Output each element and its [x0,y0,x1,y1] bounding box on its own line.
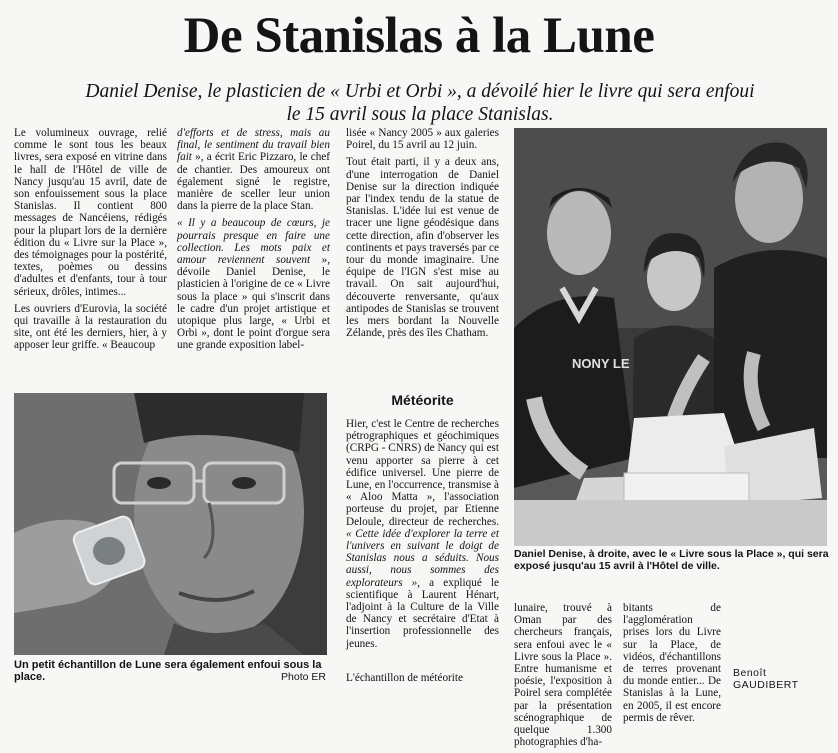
svg-text:NONY LE: NONY LE [572,356,630,371]
headline: De Stanislas à la Lune [183,8,655,64]
subheading: Météorite [391,392,454,408]
group-photo [514,128,827,546]
quote: d'efforts et de stress, mais au final, le sentiment du travail bien fait [177,127,330,164]
quote: « Il y a beaucoup de cœurs, je pourrais presque en faire une collection. Les mots paix et amour reviennent souvent [177,217,330,267]
column-2 [177,127,330,357]
photo-caption [14,659,332,683]
column-4b [623,602,721,729]
text: , a expliqué le scientifique à Laurent Hénart, l'adjoint à la Culture de la Ville de Nancy et secrétaire d'Etat à l'insertion professionnelle des jeunes. [346,576,499,650]
column-1 [14,127,167,357]
paragraph: Les ouvriers d'Eurovia, la société qui travaille à la restauration du site, ont été les derniers, hier, à y apposer leur griffe. « Beaucoup [14,302,167,352]
paragraph: Le volumineux ouvrage, relié comme le sont tous les beaux livres, sera exposé en vitrine dans le hall de l'Hôtel de ville de Nancy jusqu'au 15 avril, date de son enfouissement sous la place Stanislas. Il contient 800 messages de Nancéiens, rédigés pour la plupart lors de la dernière édition du « Livre sur la Place », des témoignages pour la postérité, textes, poèmes ou dessins d'adultes et d'enfants, tour à tour sérieux, drôles, intimes... [14,127,167,298]
photo-credit: Photo ER [281,671,326,683]
deck [20,80,820,126]
caption-text: Un petit échantillon de Lune sera également enfoui sous la place. [14,659,322,683]
column-4a [514,602,612,753]
byline: Benoît GAUDIBERT [733,667,799,691]
paragraph: lisée « Nancy 2005 » aux galeries Poirel, du 15 avril au 12 juin. [346,127,499,152]
paragraph [177,127,330,212]
paragraph [346,418,499,650]
photo-caption: Daniel Denise, à droite, avec le « Livre sous la Place », qui sera exposé jusqu'au 15 avril à l'Hôtel de ville. [514,548,829,572]
column-3-last-line: L'échantillon de météorite [346,672,463,684]
text: », dévoile Daniel Denise, le plasticien à l'origine de ce « Livre sous la place » qui s'inscrit dans le cadre d'un projet artistique et utopique plus large, « Urbi et Orbi », dont le point d'orgue sera une grande exposition label- [177,254,331,352]
text: », a écrit Eric Pizzaro, le chef de chantier. Des amoureux ont également signé le registre, manière de sceller leur union dans la pierre de la place Stan. [177,151,330,213]
paragraph: bitants de l'agglomération prises lors du Livre sur la Place, de vidéos, d'échantillons de terres provenant du monde entier... De Stanislas à la Lune, en 2005, il est encore permis de rêver. [623,602,721,724]
text: Hier, c'est le Centre de recherches pétrographiques et géochimiques (CRPG - CNRS) de Nancy qui est venu apporter sa pierre à cet édifice universel. Une pierre de Lune, en l'occurrence, transmise à « Aloo Matta », l'association porteuse du projet, par Etienne Deloule, directeur de recherches. [346,418,499,528]
quote: « Cette idée d'explorer la terre et l'univers en suivant le doigt de Stanislas nous a séduits. Nous aussi, nous sommes des explorateurs » [346,527,499,589]
paragraph [177,217,330,351]
moon-sample-photo [14,393,327,655]
paragraph: Tout était parti, il y a deux ans, d'une interrogation de Daniel Denise sur la direction indiquée par l'index tendu de la statue de Stanislas. L'idée lui est venue de tracer une ligne géodésique dans cette direction, afin d'observer les continents et pays traversés par ce tour du monde imaginaire. Une équipe de l'IGN s'est mise au travail. On sait aujourd'hui, découverte renversante, qu'aux antipodes de Stanislas se trouvent les mers bordant la Nouvelle Zélande, près des îles Chatham. [346,156,499,340]
deck-line-2: le 15 avril sous la place Stanislas. [286,104,554,125]
deck-line-1: Daniel Denise, le plasticien de « Urbi et Orbi », a dévoilé hier le livre qui sera enfoui [85,81,755,102]
column-3-continued [346,418,499,655]
paragraph: lunaire, trouvé à Oman par des chercheurs français, sera enfoui avec le « Livre sous la Place ». Entre humanisme et poésie, l'exposition à Poirel sera complétée par la présentation scénographique de quelque 1.300 photographies d'ha- [514,602,612,749]
column-3 [346,127,499,344]
